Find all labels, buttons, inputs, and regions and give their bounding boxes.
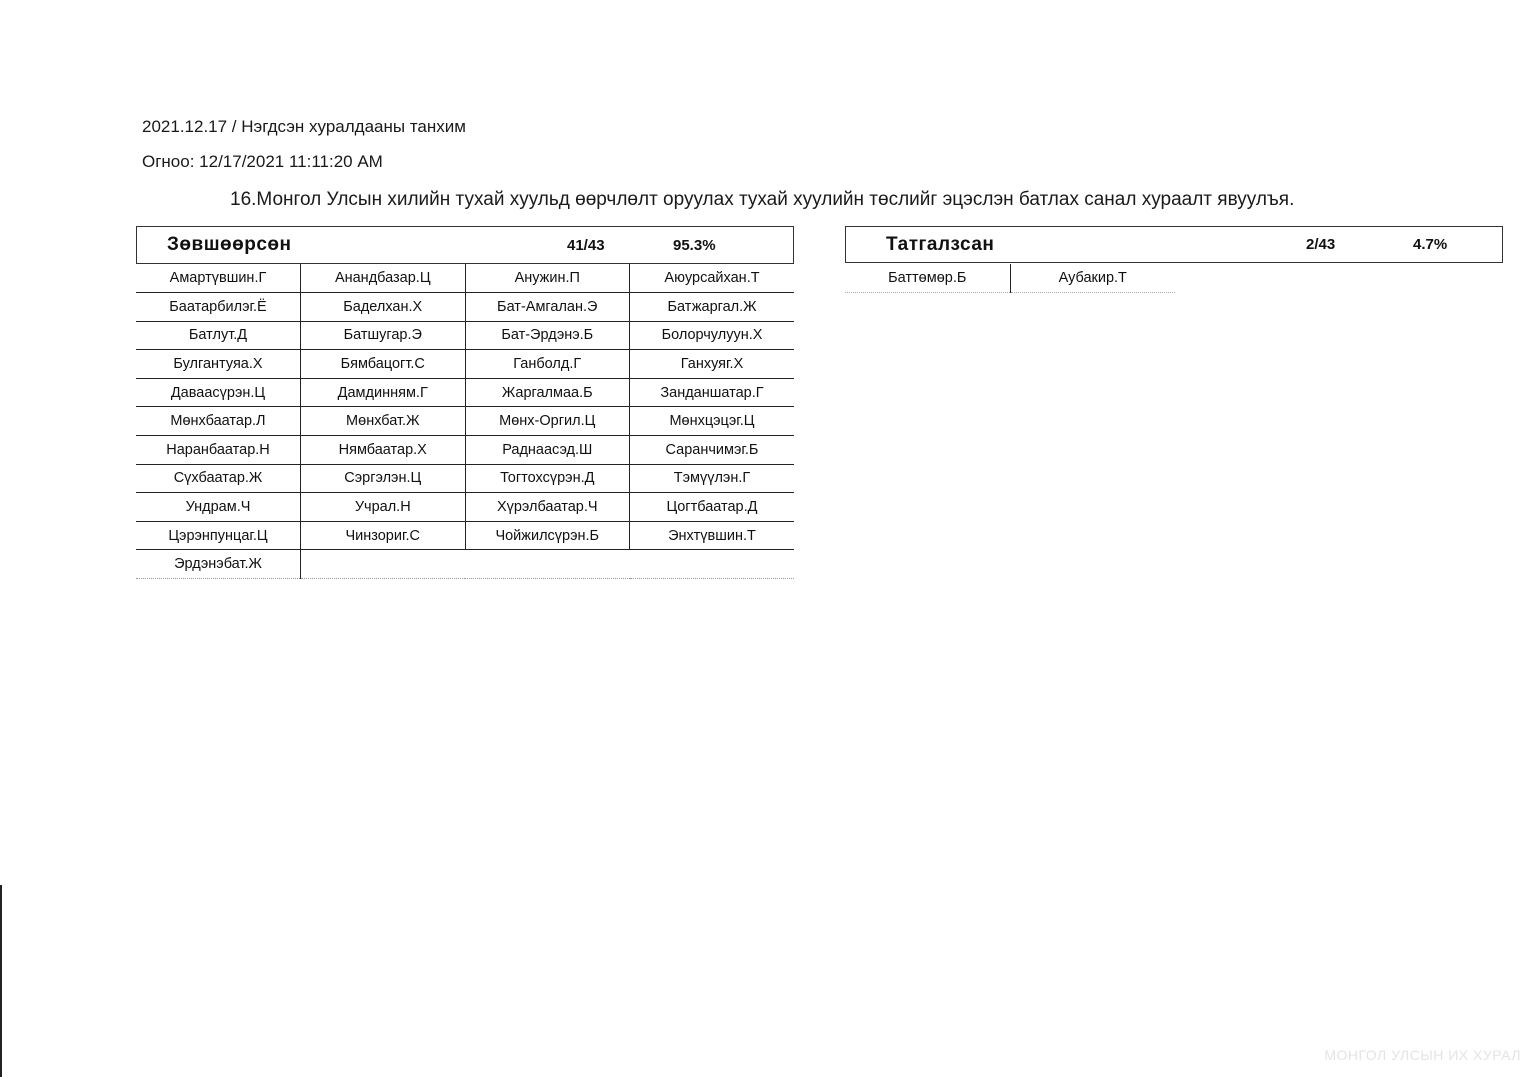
approved-member-name: Бат-Эрдэнэ.Б — [465, 321, 630, 350]
approved-row — [136, 464, 794, 493]
approved-member-name: Саранчимэг.Б — [630, 436, 795, 465]
approved-member-name — [630, 550, 795, 579]
rejected-member-name: Аубакир.Т — [1010, 264, 1175, 293]
rejected-row — [845, 264, 1175, 293]
approved-row — [136, 550, 794, 579]
approved-member-name: Нямбаатар.Х — [301, 436, 466, 465]
approved-row — [136, 378, 794, 407]
approved-member-name: Жаргалмаа.Б — [465, 378, 630, 407]
approved-member-name: Мөнхцэцэг.Ц — [630, 407, 795, 436]
approved-member-name: Даваасүрэн.Ц — [136, 378, 301, 407]
approved-member-name: Наранбаатар.Н — [136, 436, 301, 465]
motion-title: 16.Монгол Улсын хилийн тухай хуульд өөрчлөлт оруулах тухай хуулийн төслийг эцэслэн батлах санал хураалт явуулъя. — [230, 189, 1295, 210]
approved-member-name: Баатарбилэг.Ё — [136, 293, 301, 322]
approved-member-name: Тогтохсүрэн.Д — [465, 464, 630, 493]
approved-member-name: Энхтүвшин.Т — [630, 521, 795, 550]
approved-row — [136, 521, 794, 550]
rejected-header — [845, 226, 1503, 263]
approved-member-name: Мөнхбат.Ж — [301, 407, 466, 436]
approved-members-table — [136, 264, 794, 579]
approved-member-name: Ганхуяг.Х — [630, 350, 795, 379]
approved-member-name: Бат-Амгалан.Э — [465, 293, 630, 322]
approved-member-name: Аюурсайхан.Т — [630, 264, 795, 293]
rejected-count: 2/43 — [1306, 236, 1336, 253]
approved-member-name: Мөнх-Оргил.Ц — [465, 407, 630, 436]
approved-member-name: Раднаасэд.Ш — [465, 436, 630, 465]
rejected-members-table — [845, 264, 1175, 293]
approved-row — [136, 350, 794, 379]
approved-member-name: Болорчулуун.Х — [630, 321, 795, 350]
approved-row — [136, 493, 794, 522]
approved-row — [136, 407, 794, 436]
approved-count: 41/43 — [567, 236, 605, 254]
footer-watermark: МОНГОЛ УЛСЫН ИХ ХУРАЛ — [1324, 1047, 1521, 1063]
approved-member-name: Чойжилсүрэн.Б — [465, 521, 630, 550]
approved-row — [136, 264, 794, 293]
approved-member-name: Цэрэнпунцаг.Ц — [136, 521, 301, 550]
approved-title: Зөвшөөрсөн — [167, 234, 292, 255]
approved-member-name: Амартүвшин.Г — [136, 264, 301, 293]
approved-row — [136, 293, 794, 322]
approved-member-name: Цогтбаатар.Д — [630, 493, 795, 522]
approved-member-name: Батжаргал.Ж — [630, 293, 795, 322]
approved-member-name: Анандбазар.Ц — [301, 264, 466, 293]
rejected-percent: 4.7% — [1413, 236, 1448, 253]
approved-member-name: Ундрам.Ч — [136, 493, 301, 522]
vote-timestamp: Огноо: 12/17/2021 11:11:20 AM — [142, 152, 383, 171]
approved-member-name: Батшугар.Э — [301, 321, 466, 350]
approved-member-name: Булгантуяа.Х — [136, 350, 301, 379]
session-date-room: 2021.12.17 / Нэгдсэн хуралдааны танхим — [142, 117, 466, 136]
approved-member-name — [465, 550, 630, 579]
approved-member-name: Тэмүүлэн.Г — [630, 464, 795, 493]
approved-member-name: Эрдэнэбат.Ж — [136, 550, 301, 579]
approved-member-name: Бямбацогт.С — [301, 350, 466, 379]
approved-percent: 95.3% — [673, 236, 716, 254]
approved-member-name: Занданшатар.Г — [630, 378, 795, 407]
approved-member-name: Учрал.Н — [301, 493, 466, 522]
approved-member-name: Чинзориг.С — [301, 521, 466, 550]
rejected-member-name: Баттөмөр.Б — [845, 264, 1010, 293]
approved-member-name: Анужин.П — [465, 264, 630, 293]
approved-member-name: Ганболд.Г — [465, 350, 630, 379]
approved-header — [136, 226, 794, 264]
approved-member-name — [301, 550, 466, 579]
approved-member-name: Сүхбаатар.Ж — [136, 464, 301, 493]
rejected-title: Татгалзсан — [886, 233, 995, 255]
approved-member-name: Мөнхбаатар.Л — [136, 407, 301, 436]
approved-member-name: Сэргэлэн.Ц — [301, 464, 466, 493]
approved-member-name: Хүрэлбаатар.Ч — [465, 493, 630, 522]
approved-member-name: Баделхан.Х — [301, 293, 466, 322]
approved-member-name: Батлут.Д — [136, 321, 301, 350]
approved-row — [136, 436, 794, 465]
approved-member-name: Дамдинням.Г — [301, 378, 466, 407]
approved-row — [136, 321, 794, 350]
scan-edge-line — [0, 885, 2, 1077]
